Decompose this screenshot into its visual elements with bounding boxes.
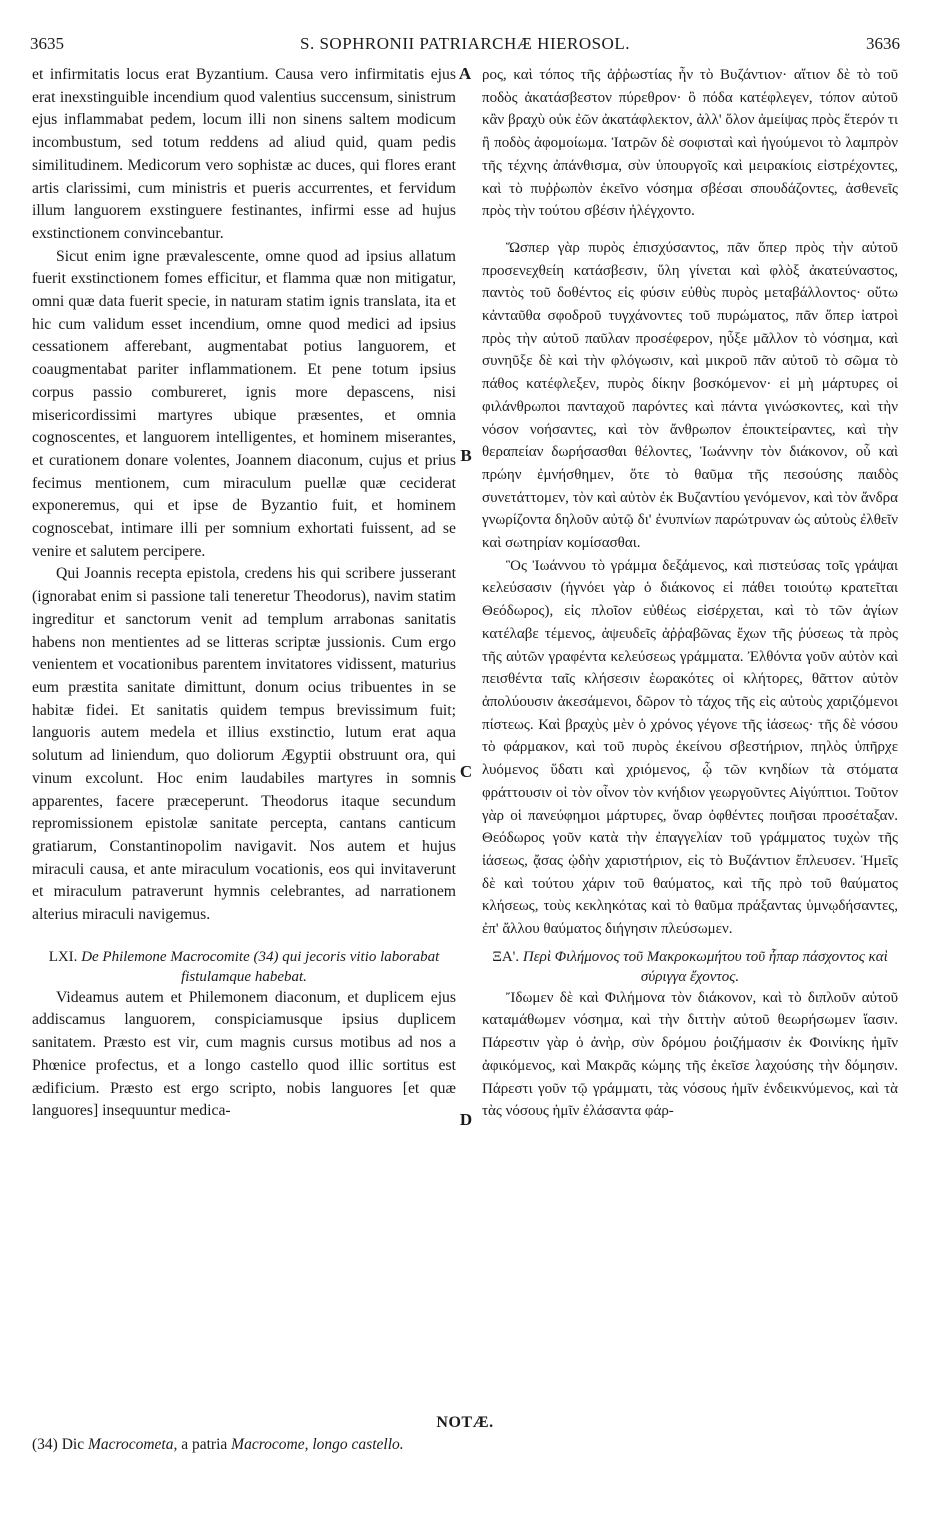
margin-marker-d: D	[459, 1110, 473, 1129]
margin-marker-c: C	[459, 762, 473, 781]
notes-heading: NOTÆ.	[436, 1414, 494, 1431]
greek-paragraph-2: Ὥσπερ γὰρ πυρὸς ἐπισχύσαντος, πᾶν ὅπερ πρὸς τὴν αὐτοῦ προσενεχθείη κατάσβεσιν, ὕλη γίνεται καὶ φλὸξ ἀκατεύναστος, παντὸς τοῦ δοθέντος εἰς φύσιν εὐθὺς πυρὸς μεταβάλλοντος· οὕτω κἀνταῦθα σφοδροῦ τυγχάνοντες τοῦ πυρώματος, πᾶν ὅπερ ἰατροὶ πρὸς τὴν αὐτοῦ παῦλαν προσέφερον, ηὖξε μᾶλλον τὸ νόσημα, καὶ συνηῦξε δὲ καὶ τὴν φλόγωσιν, καὶ μικροῦ πᾶν αὐτοῦ τὸ σῶμα τὸ πάθος κατέφλεξεν, πυρὸς δίκην βοσκόμενον· εἰ μὴ μάρτυρες οἱ φιλάνθρωποι πανταχοῦ παρόντες καὶ πάντα γινώσκοντες, καὶ τὴν νόσον νοήσαντες, καὶ τὸν ἄνθρωπον ἐποικτείραντες, καὶ τὴν θεραπείαν δωρήσασθαι θέλοντες, Ἰωάννην τὸν διάκονον, οὗ καὶ πρώην ἐμνήσθημεν, ὅτε τὸ θαῦμα τῆς πεσούσης παιδὸς συνετάττομεν, τὸν καὶ αὐτὸν ἐκ Βυζαντίου γενόμενον, καὶ τὸν ἄνδρα γνωρίζοντα δηλοῦν αὐτῷ δι' ἐνυπνίων παρώτρυναν ὡς αὐτοὺς ἐλθεῖν καὶ σωτηρίαν κομίσασθαι.	[482, 239, 898, 552]
latin-chapter-heading	[32, 947, 456, 987]
margin-marker-a: A	[458, 64, 472, 83]
latin-paragraph-2: Sicut enim igne prævalescente, omne quod ad ipsius allatum fuerit exstinctionem fomes efficitur, et flamma quæ non mitigatur, omni quæ data fuerit specie, in naturam statim ignis translata, ita et hic cum validum esset incendium, omne quod medici ad ipsius cessationem afferebant, augmentabat potius languorem, et coaugmentabat pariter inflammationem. Et pene totum ipsius corpus passio combureret, ignis more depascens, nisi misericordissimi martyres ubique præsentes, et omnia cognoscentes, et languorem intelligentes, et hominem miserantes, et curationem donare volentes, Joannem diaconum, cujus et prius fecimus mentionem, cum miraculum puellæ quæ ceciderat exponeremus, qui et ipse de Byzantio fuit, et hominem cognoscebat, intimare illi per somnium exhortati fuissent, ad se venire et salutem percipere.	[32, 247, 456, 560]
latin-chapter-title: De Philemone Macrocomite (34) qui jecoris vitio laborabat fistulamque habebat.	[81, 948, 440, 985]
latin-paragraph-1: et infirmitatis locus erat Byzantium. Causa vero infirmitatis ejus erat inexstinguible incendium quod valentius succensum, sinistrum ejus inflammabat pedem, locum illi non sinens saltem modicum incombustum, sed totum reddens ad aliud quid, quam pedis similitudinem. Medicorum vero sophistæ ac duces, qui flores erant artis clarissimi, cum ministris et pueris accurrentes, et fervidum illum languorem exstinguere festinantes, infirmi esse ad hujus exstinctionem convincebantur.	[32, 66, 456, 242]
latin-paragraph-3: Qui Joannis recepta epistola, credens his qui scribere jusserant (ignorabat enim si passione tali teneretur Theodorus), navim statim ingreditur et sanctorum venit ad templum arrabonas sanitatis habens non mentientes ad se litteras scriptæ jussionis. Cum ergo venientem et vocationibus parentem invitatores vidissent, maturius eum præstita sanitate dimittunt, donum ocius tribuentes in se habitæ fidei. Et sanitatis quidem tempus brevissimum fuit; languoris autem medela et illius exstinctio, lutum erat aqua solutum ad liniendum, quo doliorum Ægyptii obstruunt ora, qui vinum excolunt. Hoc enim laudabiles martyres in somnis apparentes, facere præceperunt. Theodorus itaque secundum repromissionem epistolæ sanitate percepta, cantans canticum gratiarum, Constantinopolim navigavit. Nos autem et hujus miraculi causa, et ante miraculum vocationis, eos qui invitaverunt et miraculum patraverunt hymnis celebrantes, ad narrationem alterius miraculi navigemus.	[32, 565, 456, 924]
latin-column	[32, 64, 456, 1123]
greek-chapter-title: Περὶ Φιλήμονος τοῦ Μακροκωμήτου τοῦ ἧπαρ πάσχοντος καὶ σύριγγα ἔχοντος.	[522, 948, 888, 985]
footnote-34	[32, 1436, 892, 1454]
greek-chapter-number: ΞΑ'.	[492, 948, 520, 965]
greek-paragraph-1: ρος, καὶ τόπος τῆς ἀῤῥωστίας ἦν τὸ Βυζάντιον· αἴτιον δὲ τὸ τοῦ ποδὸς ἀκατάσβεστον πύρεθρον· ὃ πόδα κατέφλεγεν, τόπον αὐτοῦ κἂν βραχὺ οὐκ ἐῶν ἀκατάφλεκτον, ἀλλ' ὅλον ἀμείψας πρὸς ἕτερόν τι ἢ ποδὸς ἀφομοίωμα. Ἰατρῶν δὲ σοφισταὶ καὶ ἡγούμενοι τὸ λαμπρὸν τῆς τέχνης ἀπάνθισμα, σὺν ὑπουργοῖς καὶ μειρακίοις εἰστρέχοντες, καὶ τὸ πυῤῥωπὸν ἐκεῖνο νόσημα σβέσαι σπουδάζοντες, ἀσθενεῖς πρὸς τὴν τούτου σβέσιν ἠλέγχοντο.	[482, 67, 898, 220]
footnote-text-b: Macrocometa,	[87, 1436, 178, 1453]
page-number-right: 3636	[866, 34, 900, 53]
latin-paragraph-4: Videamus autem et Philemonem diaconum, et duplicem ejus addiscamus languorem, conspiciamusque ipsius duplicem sanitatem. Præsto est vir, cum magnis cursus motibus ad nos a Phœnice profectus, et a longo castello quod illic sortitus est ædificium. Præsto est ergo scripto, nobis languores [et quæ languores] insequuntur medica-	[32, 988, 456, 1120]
footnote-text-a: Dic	[61, 1436, 85, 1453]
footnote-text-c: a patria	[181, 1436, 228, 1453]
greek-column	[482, 64, 898, 1123]
footnote-text-d: Macrocome, longo castello.	[231, 1436, 404, 1453]
greek-paragraph-3: Ὃς Ἰωάννου τὸ γράμμα δεξάμενος, καὶ πιστεύσας τοῖς γράψαι κελεύσασιν (ἠγνόει γὰρ ὁ διάκονος εἰ πάθει τοιούτῳ κρατεῖται Θεόδωρος), εἰς πλοῖον εὐθέως εἰσέρχεται, καὶ τὸ τῶν ἁγίων κατέλαβε τέμενος, ἀψευδεῖς ἀῤῥαβῶνας ἔχων τῆς ῥύσεως τὰ πρὸς τῆς αὐτῶν γραφέντα κελεύσεως γράμματα. Ἐλθόντα γοῦν αὐτὸν καὶ πεισθέντα ταῖς κλήσεσιν ἑωρακότες οἱ κλήτορες, θᾶττον αὐτὸν ἀπολύουσιν ἀκεσάμενοι, δῶρον τὸ τάχος τῆς εἰς αὐτοὺς χαριζόμενοι πίστεως. Καὶ βραχὺς μὲν ὁ χρόνος γέγονε τῆς ἰάσεως· τῆς δὲ νόσου τὸ φάρμακον, καὶ τοῦ πυρὸς ἐκείνου σβεστήριον, πηλὸς ὑπῆρχε λυόμενος ὕδατι καὶ χριόμενος, ᾧ τῶν κνηδίων τὰ στόματα φράττουσιν οἱ τὸν οἶνον τὸν κνήδιον γεωργοῦντες Αἰγύπτιοι. Τοῦτον γὰρ οἱ πανεύφημοι μάρτυρες, ὄναρ ὀφθέντες ποιῆσαι προσέταξαν. Θεόδωρος γοῦν κατὰ τὴν ἐπαγγελίαν τοῦ γράμματος τυχὼν τῆς ἰάσεως, ᾄσας ᾠδὴν χαριστήριον, εἰς τὸ Βυζάντιον ἔπλευσεν. Ἡμεῖς δὲ καὶ τούτου χάριν τοῦ θαύματος, καὶ τῆς πρὸ τοῦ θαύματος κλήσεως, τοὺς κεκληκότας καὶ τὸ θαῦμα πράξαντας ὑμνῳδήσαντες, ἐπ' ἄλλου θαύματος διήγησιν πλεύσωμεν.	[482, 557, 898, 938]
page-number-left: 3635	[30, 34, 64, 53]
greek-paragraph-4: Ἴδωμεν δὲ καὶ Φιλήμονα τὸν διάκονον, καὶ τὸ διπλοῦν αὐτοῦ καταμάθωμεν νόσημα, καὶ τὴν διττὴν αὐτοῦ θεωρήσωμεν ἴασιν. Πάρεστιν γὰρ ὁ ἀνὴρ, σὺν δρόμου ῥοιζήμασιν ἐκ Φοινίκης ἡμῖν ἀφικόμενος, καὶ Μακρᾶς κώμης τῆς ἐκεῖσε λαχούσης τὴν δόμησιν. Πάρεστι γοῦν τῷ γράμματι, τὰς νόσους ἡμῖν ἐνδεικνύμενος, καὶ τὰ τὰς νόσους ἡμῖν ἐλάσαντα φάρ-	[482, 989, 898, 1120]
page-header	[30, 34, 900, 60]
margin-marker-b: B	[460, 446, 472, 465]
footnote-number: (34)	[32, 1436, 58, 1453]
latin-chapter-number: LXI.	[48, 948, 78, 965]
running-title: S. SOPHRONII PATRIARCHÆ HIEROSOL.	[300, 34, 630, 53]
greek-chapter-heading	[482, 947, 898, 987]
